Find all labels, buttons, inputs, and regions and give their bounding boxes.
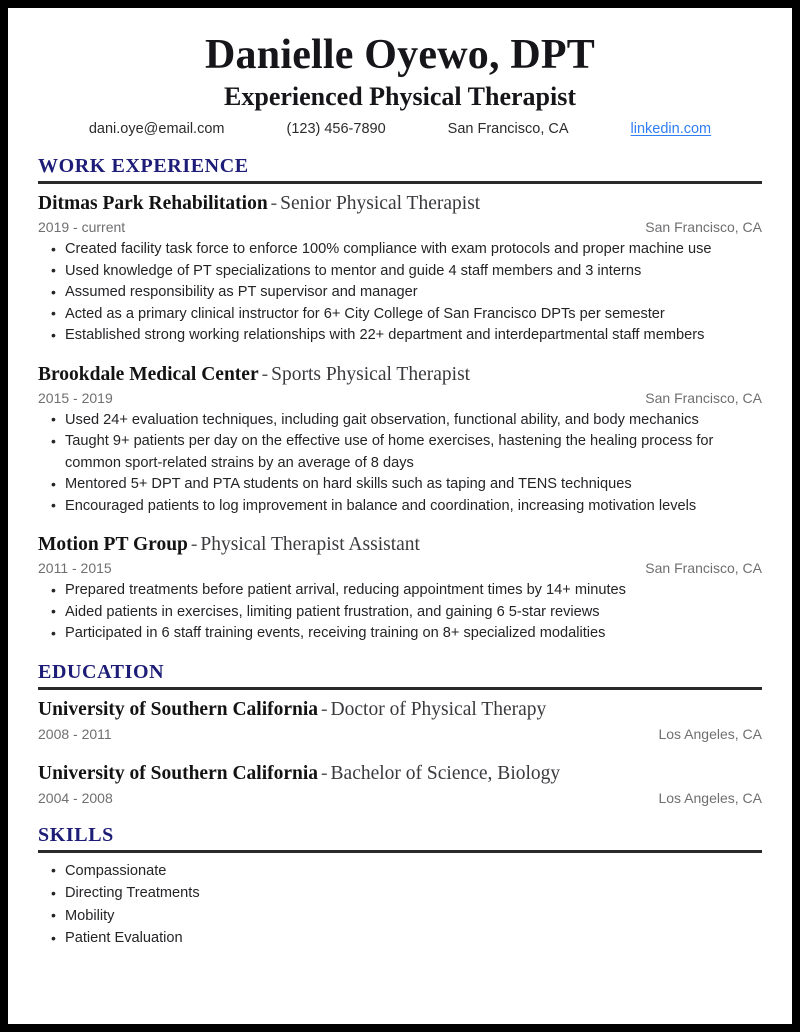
- experience-bullet-list: [38, 580, 762, 645]
- list-item: • Mentored 5+ DPT and PTA students on hard skills such as taping and TENS techniques: [38, 474, 762, 496]
- education-degree: Bachelor of Science, Biology: [330, 762, 561, 784]
- resume-header: [38, 30, 762, 139]
- education-entry-heading: [38, 697, 762, 722]
- contact-phone: (123) 456-7890: [286, 121, 386, 137]
- section-divider: [38, 850, 762, 853]
- experience-meta: [38, 388, 762, 408]
- contact-location: San Francisco, CA: [447, 121, 569, 137]
- skills-list: [38, 860, 762, 950]
- education-entry: [38, 697, 762, 744]
- section-divider: [38, 687, 762, 690]
- resume-page: [8, 8, 792, 1024]
- experience-bullet-list: [38, 239, 762, 347]
- experience-dates: 2011 - 2015: [38, 560, 112, 576]
- list-item: • Used knowledge of PT specializations to mentor and guide 4 staff members and 3 interns: [38, 261, 762, 283]
- education-meta: [38, 788, 762, 808]
- experience-entry-heading: [38, 532, 762, 557]
- entry-separator: -: [321, 762, 328, 784]
- experience-role: Senior Physical Therapist: [280, 193, 481, 214]
- experience-entry-heading: [38, 191, 762, 216]
- experience-role: Sports Physical Therapist: [271, 363, 471, 385]
- experience-organization: Motion PT Group: [38, 534, 188, 555]
- list-item: • Aided patients in exercises, limiting patient frustration, and gaining 6 5-star reviews: [38, 602, 762, 624]
- contact-linkedin-link[interactable]: linkedin.com: [630, 121, 712, 137]
- education-meta: [38, 724, 762, 744]
- experience-entry: [38, 191, 762, 347]
- section-title-skills: SKILLS: [38, 823, 114, 846]
- experience-entry: [38, 532, 762, 645]
- experience-location: San Francisco, CA: [645, 389, 762, 406]
- list-item: • Acted as a primary clinical instructor for 6+ City College of San Francisco DPTs per semester: [38, 304, 762, 326]
- section-work-experience: [38, 155, 762, 645]
- resume-subtitle: Experienced Physical Therapist: [224, 82, 576, 111]
- page-title: Danielle Oyewo, DPT: [205, 32, 595, 78]
- list-item: • Established strong working relationships with 22+ department and interdepartmental staff members: [38, 325, 762, 347]
- education-degree: Doctor of Physical Therapy: [330, 698, 547, 720]
- experience-entry: [38, 362, 762, 518]
- entry-separator: -: [270, 193, 278, 214]
- experience-dates: 2015 - 2019: [38, 389, 113, 406]
- education-entry: [38, 761, 762, 808]
- list-item: • Created facility task force to enforce 100% compliance with exam protocols and proper machine use: [38, 239, 762, 261]
- contact-row: [38, 119, 762, 139]
- section-title-education: EDUCATION: [38, 660, 165, 683]
- section-title-work-experience: WORK EXPERIENCE: [38, 155, 249, 177]
- list-item: • Used 24+ evaluation techniques, including gait observation, functional ability, and body mechanics: [38, 410, 762, 432]
- list-item: • Compassionate: [38, 860, 762, 883]
- experience-dates: 2019 - current: [38, 219, 126, 235]
- experience-meta: [38, 217, 762, 237]
- section-education: [38, 661, 762, 808]
- entry-separator: -: [321, 698, 328, 720]
- list-item: • Encouraged patients to log improvement in balance and coordination, increasing motivation levels: [38, 496, 762, 518]
- experience-location: San Francisco, CA: [645, 560, 762, 576]
- section-divider: [38, 181, 762, 184]
- experience-organization: Brookdale Medical Center: [38, 363, 259, 385]
- contact-email: dani.oye@email.com: [88, 121, 225, 137]
- list-item: • Prepared treatments before patient arrival, reducing appointment times by 14+ minutes: [38, 580, 762, 602]
- experience-organization: Ditmas Park Rehabilitation: [38, 193, 268, 214]
- experience-role: Physical Therapist Assistant: [200, 534, 420, 555]
- education-entry-heading: [38, 761, 762, 786]
- education-institution: University of Southern California: [38, 698, 319, 720]
- education-location: Los Angeles, CA: [658, 789, 762, 806]
- entry-separator: -: [190, 534, 198, 555]
- entry-separator: -: [261, 363, 269, 385]
- education-location: Los Angeles, CA: [658, 725, 762, 742]
- list-item: • Patient Evaluation: [38, 927, 762, 950]
- section-skills: [38, 824, 762, 950]
- experience-entry-heading: [38, 362, 762, 387]
- education-institution: University of Southern California: [38, 762, 319, 784]
- list-item: • Directing Treatments: [38, 882, 762, 905]
- education-dates: 2004 - 2008: [38, 789, 113, 806]
- list-item: • Mobility: [38, 905, 762, 928]
- list-item: • Participated in 6 staff training events, receiving training on 8+ specialized modalities: [38, 623, 762, 645]
- list-item: • Taught 9+ patients per day on the effective use of home exercises, hastening the healing process for common sport-related strains by an average of 8 days: [38, 431, 762, 474]
- list-item: • Assumed responsibility as PT supervisor and manager: [38, 282, 762, 304]
- education-dates: 2008 - 2011: [38, 725, 112, 742]
- experience-meta: [38, 558, 762, 578]
- experience-bullet-list: [38, 410, 762, 518]
- experience-location: San Francisco, CA: [645, 219, 762, 235]
